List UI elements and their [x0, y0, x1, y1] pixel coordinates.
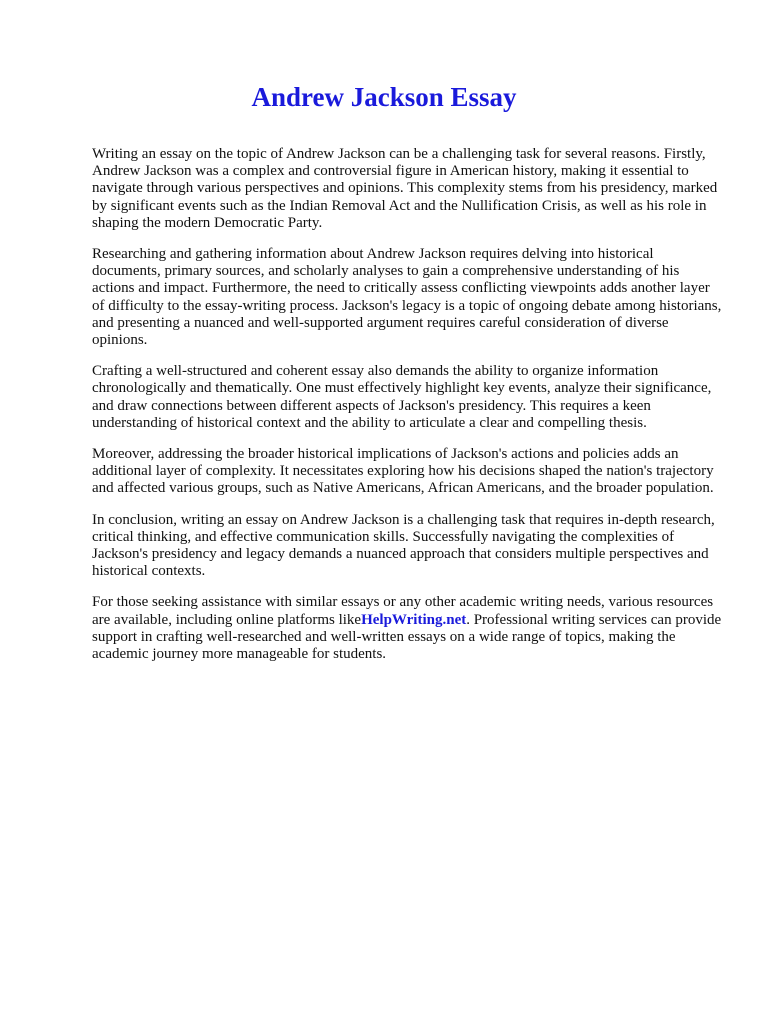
closing-text-after-link: . Professional writing services can provide support in crafting well-researched and well-written essays on a wide range of topics, making the academic journey more manageable for students. — [92, 611, 722, 663]
paragraph-implications: Moreover, addressing the broader historical implications of Jackson's actions and policies adds an additional layer of complexity. It necessitates exploring how his decisions shaped the nation's trajectory and affected various groups, such as Native Americans, African Americans, and the broader population. — [92, 446, 714, 497]
document-title: Andrew Jackson Essay — [251, 82, 517, 112]
paragraph-intro: Writing an essay on the topic of Andrew Jackson can be a challenging task for several reasons. Firstly, Andrew Jackson was a complex and controversial figure in American history, making it essential to navigate through various perspectives and opinions. This complexity stems from his presidency, marked by significant events such as the Indian Removal Act and the Nullification Crisis, as well as his role in shaping the modern Democratic Party. — [92, 146, 718, 231]
document-body — [92, 146, 724, 677]
paragraph-conclusion: In conclusion, writing an essay on Andrew Jackson is a challenging task that requires in-depth research, critical thinking, and effective communication skills. Successfully navigating the complexities of Jackson's presidency and legacy demands a nuanced approach that considers multiple perspectives and historical contexts. — [92, 511, 715, 580]
closing-text-before-link: For those seeking assistance with similar essays or any other academic writing needs, various resources are available, including online platforms like — [92, 594, 714, 628]
paragraph-structure: Crafting a well-structured and coherent essay also demands the ability to organize information chronologically and thematically. One must effectively highlight key events, analyze their significance, and draw connections between different aspects of Jackson's presidency. This requires a keen understanding of historical context and the ability to articulate a clear and compelling thesis. — [92, 363, 712, 431]
helpwriting-link[interactable]: HelpWriting.net — [361, 611, 467, 628]
paragraph-research: Researching and gathering information about Andrew Jackson requires delving into historical documents, primary sources, and scholarly analyses to gain a comprehensive understanding of his actions and impact. Furthermore, the need to critically assess conflicting viewpoints adds another layer of difficulty to the essay-writing process. Jackson's legacy is a topic of ongoing debate among historians, and presenting a nuanced and well-supported argument requires careful consideration of diverse opinions. — [92, 246, 722, 349]
paragraph-closing — [92, 594, 724, 663]
